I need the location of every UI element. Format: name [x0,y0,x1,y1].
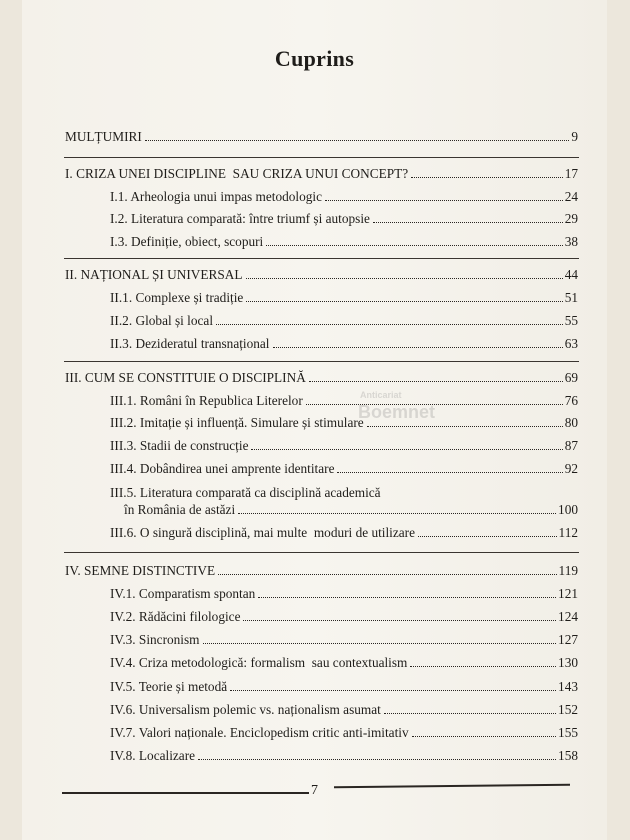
toc-entry-page: 17 [564,166,578,181]
toc-entry-chapter-4 [65,563,578,578]
leader-dots [251,449,562,450]
section-divider [64,258,579,259]
toc-entry-4-5 [110,679,578,694]
toc-entry-2-2 [110,313,578,328]
toc-entry-page: 119 [558,563,578,578]
toc-entry-page: 44 [564,267,578,282]
page-number: 7 [311,783,318,798]
toc-entry-3-5 [110,502,578,517]
leader-dots [273,347,563,348]
leader-dots [218,574,556,575]
toc-entry-page: 100 [558,502,578,517]
leader-dots [412,736,556,737]
leader-dots [266,245,562,246]
toc-entry-chapter-3 [65,370,578,385]
leader-dots [216,324,563,325]
leader-dots [325,200,563,201]
leader-dots [145,140,570,141]
toc-entry-3-3 [110,438,578,453]
page-title: Cuprins [274,46,355,71]
toc-entry-page: 24 [564,189,578,204]
toc-entry-page: 29 [564,211,578,226]
toc-entry-3-2 [110,415,578,430]
section-divider [64,157,579,158]
toc-entry-title: I.3. Definiție, obiect, scopuri [110,234,264,249]
toc-entry-2-1 [110,290,578,305]
toc-entry-1-2 [110,211,578,226]
table-of-contents [22,0,607,840]
toc-entry-page: 152 [558,702,578,717]
toc-entry-title: III.2. Imitație și influență. Simulare și stimulare [110,415,364,430]
book-page [22,0,607,840]
toc-entry-page: 124 [558,609,578,624]
toc-entry-title: IV.8. Localizare [110,748,196,763]
toc-entry-page: 130 [558,655,578,670]
watermark-graphic [358,384,436,424]
toc-entry-title: II.1. Complexe și tradiție [110,290,244,305]
toc-entry-page: 63 [564,336,578,351]
toc-entry-page: 51 [564,290,578,305]
toc-entry-2-3 [110,336,578,351]
toc-entry-page: 121 [558,586,578,601]
toc-entry-4-4 [110,655,578,670]
toc-entry-multumiri [65,129,578,144]
toc-entry-4-6 [110,702,578,717]
leader-dots [367,426,563,427]
leader-dots [418,536,557,537]
toc-entry-page: 80 [564,415,578,430]
section-divider [64,361,579,362]
toc-entry-4-1 [110,586,578,601]
toc-entry-page: 143 [558,679,578,694]
toc-entry-3-4 [110,461,578,476]
toc-entry-title: II.2. Global și local [110,313,214,328]
toc-entry-page: 158 [558,748,578,763]
toc-entry-chapter-1 [65,166,578,181]
toc-entry-title: IV.1. Comparatism spontan [110,586,256,601]
toc-entry-title: IV.4. Criza metodologică: formalism sau contextualism [110,655,408,670]
leader-dots [230,690,556,691]
leader-dots [384,713,556,714]
toc-entry-page: 38 [564,234,578,249]
leader-dots [198,759,556,760]
leader-dots [410,666,556,667]
toc-entry-3-6 [110,525,578,540]
toc-entry-4-8 [110,748,578,763]
toc-entry-title: IV.2. Rădăcini filologice [110,609,241,624]
toc-entry-title: III. CUM SE CONSTITUIE O DISCIPLINĂ [65,370,306,385]
toc-entry-page: 9 [571,129,578,144]
leader-dots [203,643,557,644]
toc-entry-page: 76 [564,393,578,408]
toc-entry-title: IV. SEMNE DISTINCTIVE [65,563,216,578]
toc-entry-4-2 [110,609,578,624]
leader-dots [373,222,563,223]
leader-dots [238,513,556,514]
toc-entry-title: IV.3. Sincronism [110,632,200,647]
svg-text:Anticariat: Anticariat [360,390,402,400]
toc-entry-title: IV.6. Universalism polemic vs. naționalism asumat [110,702,381,717]
leader-dots [243,620,556,621]
leader-dots [411,177,563,178]
toc-entry-1-1 [110,189,578,204]
toc-entry-title: III.1. Români în Republica Literelor [110,393,303,408]
leader-dots [337,472,562,473]
toc-entry-title: IV.7. Valori naționale. Enciclopedism critic anti-imitativ [110,725,409,740]
toc-entry-4-3 [110,632,578,647]
toc-entry-page: 127 [558,632,578,647]
leader-dots [258,597,556,598]
toc-entry-page: 55 [564,313,578,328]
toc-entry-title: III.6. O singură disciplină, mai multe moduri de utilizare [110,525,416,540]
toc-entry-1-3 [110,234,578,249]
watermark-logo [358,384,436,424]
toc-entry-title: în România de astăzi [124,502,236,517]
toc-entry-title: IV.5. Teorie și metodă [110,679,228,694]
toc-entry-title: I.2. Literatura comparată: între triumf și autopsie [110,211,370,226]
toc-entry-page: 155 [558,725,578,740]
toc-entry-chapter-2 [65,267,578,282]
toc-entry-page: 92 [564,461,578,476]
toc-entry-title: I.1. Arheologia unui impas metodologic [110,189,322,204]
toc-entry-page: 69 [564,370,578,385]
leader-dots [309,381,563,382]
toc-entry-title: MULȚUMIRI [65,129,142,144]
leader-dots [246,301,562,302]
section-divider [64,552,579,553]
toc-entry-title: II. NAȚIONAL ȘI UNIVERSAL [65,267,243,282]
toc-entry-page: 87 [564,438,578,453]
toc-entry-page: 112 [558,525,578,540]
svg-text:Boemnet: Boemnet [358,402,436,422]
toc-entry-title: III.3. Stadii de construcție [110,438,249,453]
leader-dots [246,278,563,279]
toc-entry-3-5-line1: III.5. Literatura comparată ca disciplină academică [110,485,381,500]
toc-entry-title: I. CRIZA UNEI DISCIPLINE SAU CRIZA UNUI CONCEPT? [65,166,409,181]
toc-entry-4-7 [110,725,578,740]
toc-entry-title: II.3. Dezideratul transnațional [110,336,270,351]
toc-entry-title: III.4. Dobândirea unei amprente identitare [110,461,335,476]
toc-entry-3-1 [110,393,578,408]
